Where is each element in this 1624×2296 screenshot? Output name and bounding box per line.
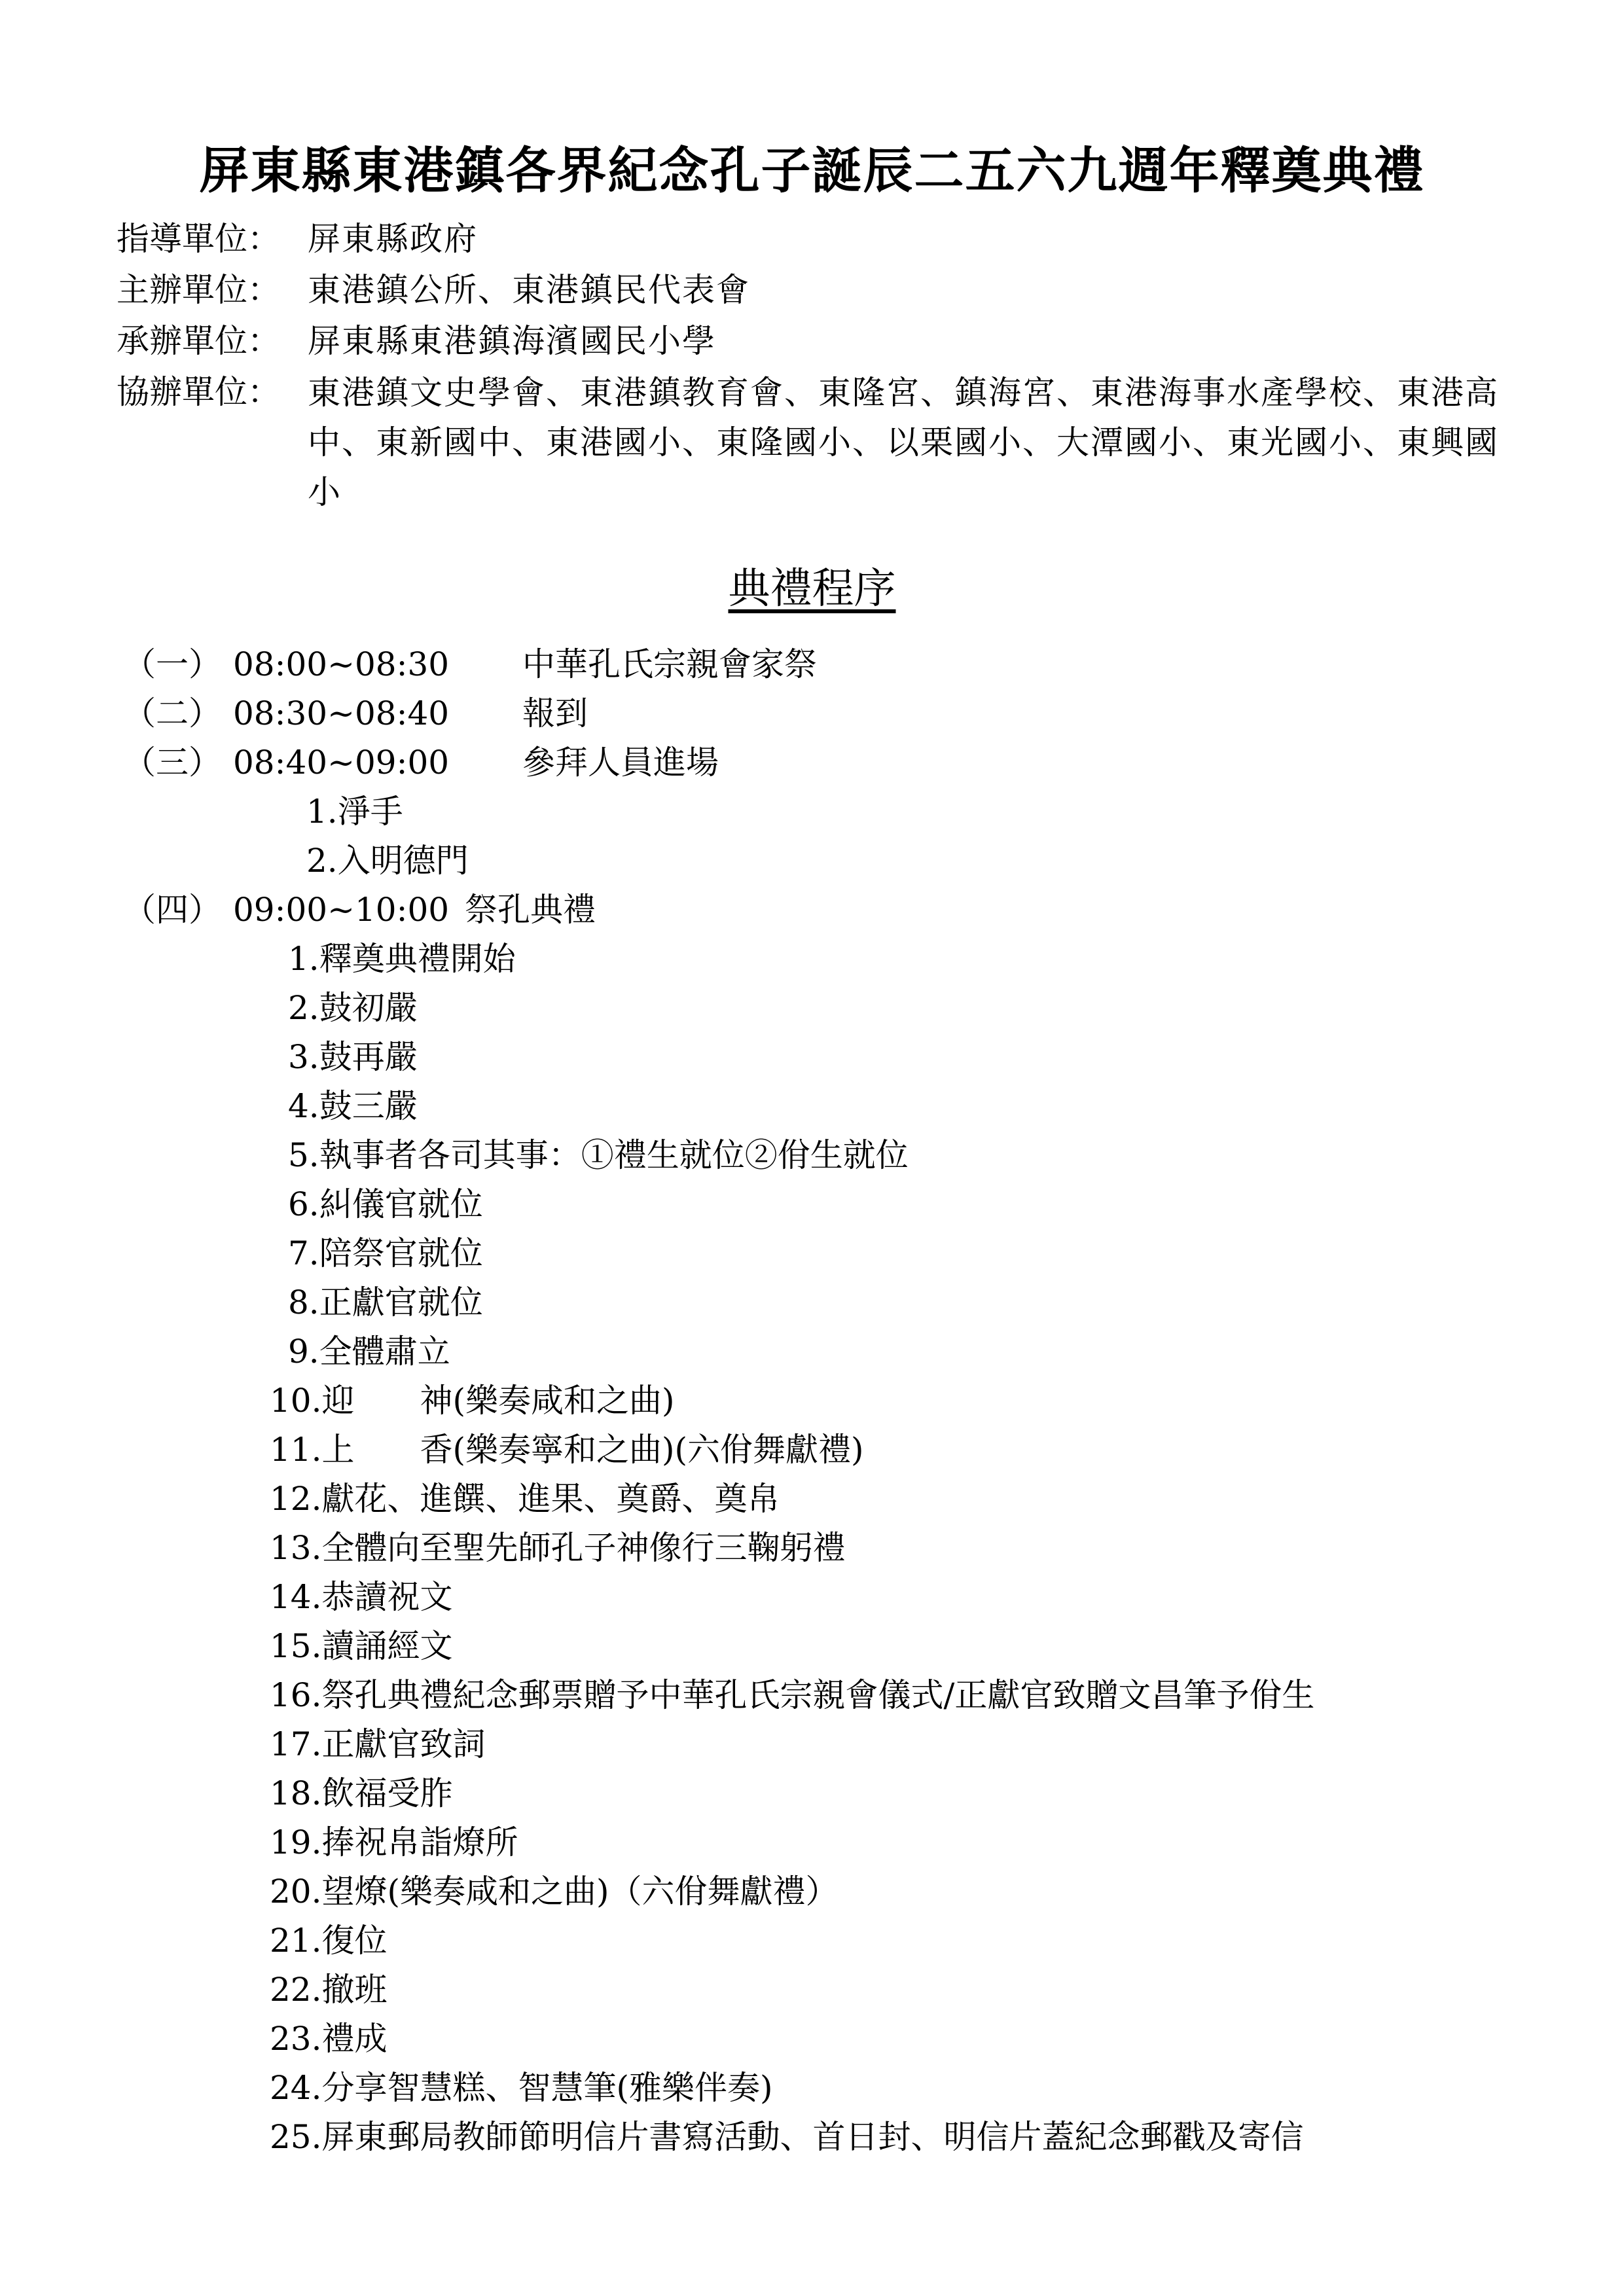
ceremony-step: 17.正獻官致詞 [270, 1725, 486, 1763]
procedure-name: 祭孔典禮 [465, 891, 596, 929]
ceremony-step: 7.陪祭官就位 [288, 1234, 483, 1272]
organizer-value: 東港鎮公所、東港鎮民代表會 [308, 271, 750, 309]
organizer-co-host [117, 368, 1524, 517]
procedure-number: （三） [123, 744, 221, 781]
entry-step: 1.淨手 [306, 793, 403, 831]
ceremony-step: 22.撤班 [270, 1971, 388, 2009]
section-heading: 典禮程序 [728, 565, 896, 613]
procedure-time: 09:00~10:00 [233, 891, 450, 929]
organizer-host [117, 266, 1524, 314]
procedure-number: （四） [123, 891, 221, 929]
ceremony-step: 15.讀誦經文 [270, 1627, 453, 1665]
ceremony-step: 4.鼓三嚴 [288, 1087, 418, 1125]
ceremony-step: 8.正獻官就位 [288, 1283, 483, 1321]
organizer-label: 指導單位： [117, 220, 280, 258]
organizer-guidance [117, 215, 1524, 263]
ceremony-step: 5.執事者各司其事：①禮生就位②佾生就位 [288, 1136, 909, 1174]
ceremony-step: 1.釋奠典禮開始 [288, 940, 516, 978]
ceremony-step: 19.捧祝帛詣燎所 [270, 1823, 518, 1861]
ceremony-step: 10.迎 神(樂奏咸和之曲) [270, 1382, 675, 1420]
ceremony-step: 9.全體肅立 [288, 1333, 450, 1371]
procedure-number: （一） [123, 645, 221, 683]
ceremony-step: 3.鼓再嚴 [288, 1038, 418, 1076]
ceremony-step: 14.恭讀祝文 [270, 1578, 453, 1616]
ceremony-step: 21.復位 [270, 1922, 388, 1960]
organizer-value: 東港鎮文史學會、東港鎮教育會、東隆宮、鎮海宮、東港海事水產學校、東港高中、東新國中、東港國小、東隆國小、以栗國小、大潭國小、東光國小、東興國小 [308, 374, 1499, 511]
organizer-label: 協辦單位： [117, 373, 280, 411]
procedure-name: 報到 [522, 694, 588, 732]
procedure-name: 中華孔氏宗親會家祭 [522, 645, 817, 683]
procedure-number: （二） [123, 694, 221, 732]
entry-step: 2.入明德門 [306, 842, 469, 880]
organizer-executor [117, 317, 1524, 365]
ceremony-step: 16.祭孔典禮紀念郵票贈予中華孔氏宗親會儀式/正獻官致贈文昌筆予佾生 [270, 1676, 1315, 1714]
ceremony-step: 20.望燎(樂奏咸和之曲)（六佾舞獻禮） [270, 1873, 839, 1910]
procedure-time: 08:00~08:30 [233, 645, 450, 683]
ceremony-step: 11.上 香(樂奏寧和之曲)(六佾舞獻禮) [270, 1431, 864, 1469]
ceremony-step: 25.屏東郵局教師節明信片書寫活動、首日封、明信片蓋紀念郵戳及寄信 [270, 2118, 1304, 2156]
ceremony-step: 23.禮成 [270, 2020, 388, 2058]
procedure-time: 08:30~08:40 [233, 694, 450, 732]
procedure-name: 參拜人員進場 [522, 744, 719, 781]
organizer-value: 屏東縣政府 [308, 220, 478, 258]
organizer-value: 屏東縣東港鎮海濱國民小學 [308, 322, 716, 360]
ceremony-step: 12.獻花、進饌、進果、奠爵、奠帛 [270, 1480, 780, 1518]
document-title: 屏東縣東港鎮各界紀念孔子誕辰二五六九週年釋奠典禮 [199, 141, 1425, 200]
ceremony-step: 6.糾儀官就位 [288, 1185, 483, 1223]
ceremony-step: 2.鼓初嚴 [288, 989, 418, 1027]
ceremony-step: 18.飲福受胙 [270, 1774, 453, 1812]
organizer-label: 主辦單位： [117, 271, 280, 309]
ceremony-step: 24.分享智慧糕、智慧筆(雅樂伴奏) [270, 2069, 773, 2107]
organizer-label: 承辦單位： [117, 322, 280, 360]
ceremony-step: 13.全體向至聖先師孔子神像行三鞠躬禮 [270, 1529, 846, 1567]
procedure-time: 08:40~09:00 [233, 744, 450, 781]
